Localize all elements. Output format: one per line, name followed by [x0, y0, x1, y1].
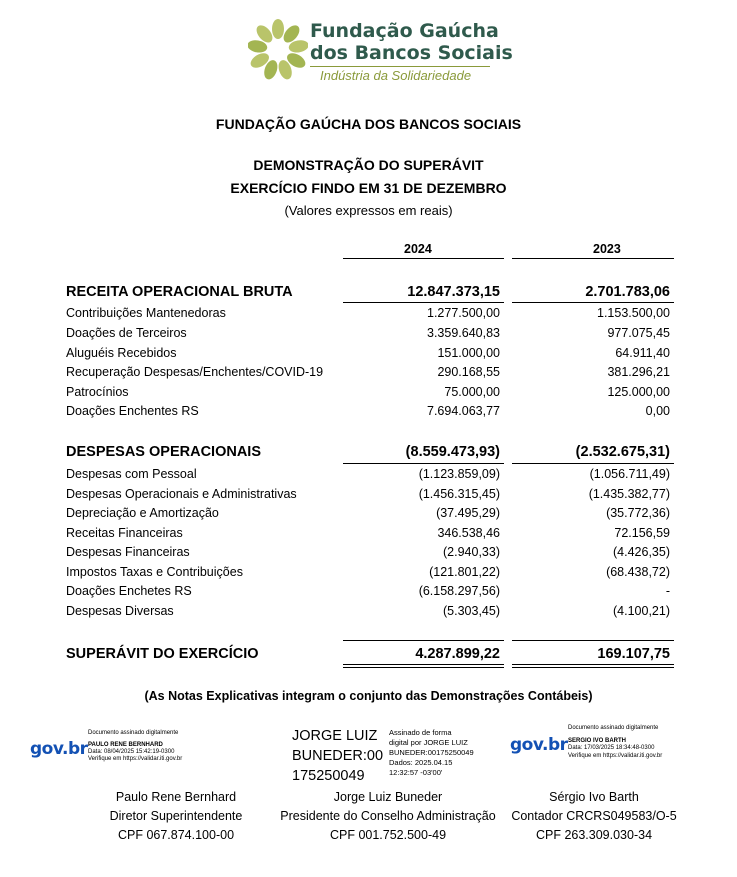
row-value-2024: (5.303,45) — [443, 604, 500, 618]
signatory-right-cpf: CPF 263.309.030-34 — [535, 828, 653, 842]
sig-small-line-4: Dados: 2025.04.15 — [389, 758, 453, 767]
surplus-double-rule-2024-b — [343, 667, 504, 668]
revenue-rule-2023 — [512, 302, 674, 303]
surplus-top-rule-2023 — [512, 640, 674, 641]
table-row — [66, 385, 674, 404]
expenses-total-row — [66, 444, 674, 463]
notes-line: (As Notas Explicativas integram o conjunto das Demonstrações Contábeis) — [144, 689, 593, 703]
logo-tagline: Indústria da Solidariedade — [320, 68, 472, 83]
row-label: Doações Enchetes RS — [66, 584, 192, 598]
row-value-2024: (37.495,29) — [436, 506, 500, 520]
signatory-left-role: Diretor Superintendente — [109, 809, 243, 823]
signatory-right-role: Contador CRCRS049583/O-5 — [511, 809, 677, 823]
row-value-2024: 1.277.500,00 — [427, 306, 500, 320]
row-value-2024: (1.123.859,09) — [418, 467, 500, 481]
digital-signature-middle — [292, 727, 492, 787]
row-value-2023: 125.000,00 — [607, 385, 670, 399]
sig-big-line-1: JORGE LUIZ — [292, 728, 378, 744]
row-value-2023: (1.056.711,49) — [589, 467, 670, 481]
sig-small-line-2: digital por JORGE LUIZ — [389, 738, 468, 747]
header-rule-2024 — [343, 258, 504, 259]
row-value-2023: (68.438,72) — [606, 565, 670, 579]
header-rule-2023 — [512, 258, 674, 259]
logo — [248, 16, 513, 88]
row-value-2023: 72.156,59 — [614, 526, 670, 540]
surplus-double-rule-2024-a — [343, 664, 504, 665]
row-label: Depreciação e Amortização — [66, 506, 219, 520]
surplus-label: SUPERÁVIT DO EXERCÍCIO — [66, 646, 259, 662]
row-value-2023: 1.153.500,00 — [597, 306, 670, 320]
row-label: Aluguéis Recebidos — [66, 346, 177, 360]
row-value-2024: 151.000,00 — [437, 346, 500, 360]
sig-big-line-2: BUNEDER:00 — [292, 748, 384, 764]
stamp-heading-left: Documento assinado digitalmente — [88, 730, 179, 736]
row-value-2023: - — [665, 584, 670, 598]
surplus-double-rule-2023-b — [512, 667, 674, 668]
row-value-2023: 381.296,21 — [607, 365, 670, 379]
row-label: Impostos Taxas e Contribuições — [66, 565, 243, 579]
table-row — [66, 306, 674, 325]
row-label: Patrocínios — [66, 385, 129, 399]
sig-small-line-5: 12:32:57 -03'00' — [389, 768, 443, 777]
table-row — [66, 506, 674, 525]
surplus-top-rule-2024 — [343, 640, 504, 641]
govbr-logo-left: gov.br — [30, 739, 88, 759]
signatory-left-name: Paulo Rene Bernhard — [115, 790, 237, 804]
table-row — [66, 604, 674, 623]
signatory-left — [86, 788, 266, 845]
row-value-2023: (4.426,35) — [613, 545, 670, 559]
govbr-stamp-right — [510, 722, 710, 766]
doc-note: (Valores expressos em reais) — [284, 203, 453, 218]
table-row — [66, 565, 674, 584]
table-row — [66, 404, 674, 423]
expenses-rule-2023 — [512, 463, 674, 464]
row-label: Despesas Financeiras — [66, 545, 190, 559]
doc-subtitle: EXERCÍCIO FINDO EM 31 DE DEZEMBRO — [230, 180, 507, 196]
signatory-middle — [270, 788, 506, 845]
surplus-row — [66, 646, 674, 665]
table-row — [66, 584, 674, 603]
surplus-2023: 169.107,75 — [597, 646, 670, 662]
stamp-date-left: Data: 08/04/2025 15:42:19-0300 — [88, 749, 175, 755]
row-value-2024: 75.000,00 — [444, 385, 500, 399]
table-row — [66, 346, 674, 365]
sunflower-logo-icon — [248, 18, 308, 82]
stamp-verify-right: Verifique em https://validar.iti.gov.br — [568, 753, 663, 759]
row-label: Contribuições Mantenedoras — [66, 306, 226, 320]
revenue-rule-2024 — [343, 302, 504, 303]
row-label: Receitas Financeiras — [66, 526, 183, 540]
signatory-middle-cpf: CPF 001.752.500-49 — [329, 828, 447, 842]
sig-big-line-3: 175250049 — [292, 768, 365, 784]
stamp-heading-right: Documento assinado digitalmente — [568, 725, 659, 731]
logo-line-2: dos Bancos Sociais — [310, 42, 513, 64]
sig-small-line-3: BUNEDER:00175250049 — [389, 748, 474, 757]
signatory-left-cpf: CPF 067.874.100-00 — [117, 828, 235, 842]
row-value-2023: 0,00 — [645, 404, 670, 418]
surplus-double-rule-2023-a — [512, 664, 674, 665]
revenue-label: RECEITA OPERACIONAL BRUTA — [66, 284, 293, 300]
column-header-2023: 2023 — [593, 242, 621, 256]
govbr-stamp-left — [30, 728, 230, 772]
row-value-2024: 346.538,46 — [437, 526, 500, 540]
stamp-date-right: Data: 17/03/2025 18:34:48-0300 — [568, 745, 655, 751]
surplus-2024: 4.287.899,22 — [415, 646, 500, 662]
row-value-2024: (6.158.297,56) — [418, 584, 500, 598]
expenses-rule-2024 — [343, 463, 504, 464]
expenses-2024: (8.559.473,93) — [405, 444, 500, 460]
stamp-name-left: PAULO RENE BERNHARD — [88, 742, 163, 748]
expenses-label: DESPESAS OPERACIONAIS — [66, 444, 261, 460]
row-value-2024: 290.168,55 — [437, 365, 500, 379]
row-value-2023: 64.911,40 — [615, 346, 670, 360]
row-label: Doações de Terceiros — [66, 326, 187, 340]
stamp-name-right: SERGIO IVO BARTH — [568, 738, 627, 744]
sig-small-line-1: Assinado de forma — [389, 728, 452, 737]
row-value-2024: (1.456.315,45) — [418, 487, 500, 501]
table-row — [66, 545, 674, 564]
row-label: Despesas com Pessoal — [66, 467, 197, 481]
logo-divider — [310, 66, 490, 67]
revenue-total-row — [66, 284, 674, 303]
row-label: Doações Enchentes RS — [66, 404, 199, 418]
table-row — [66, 526, 674, 545]
stamp-verify-left: Verifique em https://validar.iti.gov.br — [88, 756, 183, 762]
logo-line-1: Fundação Gaúcha — [310, 20, 499, 42]
table-row — [66, 487, 674, 506]
row-value-2024: 7.694.063,77 — [427, 404, 500, 418]
row-label: Recuperação Despesas/Enchentes/COVID-19 — [66, 365, 324, 379]
row-value-2024: (121.801,22) — [429, 565, 500, 579]
signatory-right — [500, 788, 688, 845]
doc-title: DEMONSTRAÇÃO DO SUPERÁVIT — [253, 157, 484, 173]
row-label: Despesas Operacionais e Administrativas — [66, 487, 297, 501]
table-row — [66, 467, 674, 486]
row-value-2023: (4.100,21) — [613, 604, 670, 618]
row-value-2023: (1.435.382,77) — [588, 487, 670, 501]
signatory-middle-name: Jorge Luiz Buneder — [333, 790, 443, 804]
signatory-middle-role: Presidente do Conselho Administração — [280, 809, 496, 823]
row-label: Despesas Diversas — [66, 604, 174, 618]
column-header-2024: 2024 — [404, 242, 432, 256]
row-value-2023: (35.772,36) — [606, 506, 670, 520]
table-row — [66, 326, 674, 345]
revenue-2023: 2.701.783,06 — [585, 284, 670, 300]
signatory-right-name: Sérgio Ivo Barth — [549, 790, 639, 804]
row-value-2024: (2.940,33) — [443, 545, 500, 559]
row-value-2023: 977.075,45 — [607, 326, 670, 340]
row-value-2024: 3.359.640,83 — [427, 326, 500, 340]
revenue-2024: 12.847.373,15 — [407, 284, 500, 300]
expenses-2023: (2.532.675,31) — [575, 444, 670, 460]
org-title: FUNDAÇÃO GAÚCHA DOS BANCOS SOCIAIS — [215, 116, 522, 132]
govbr-logo-right: gov.br — [510, 735, 568, 755]
table-row — [66, 365, 674, 384]
